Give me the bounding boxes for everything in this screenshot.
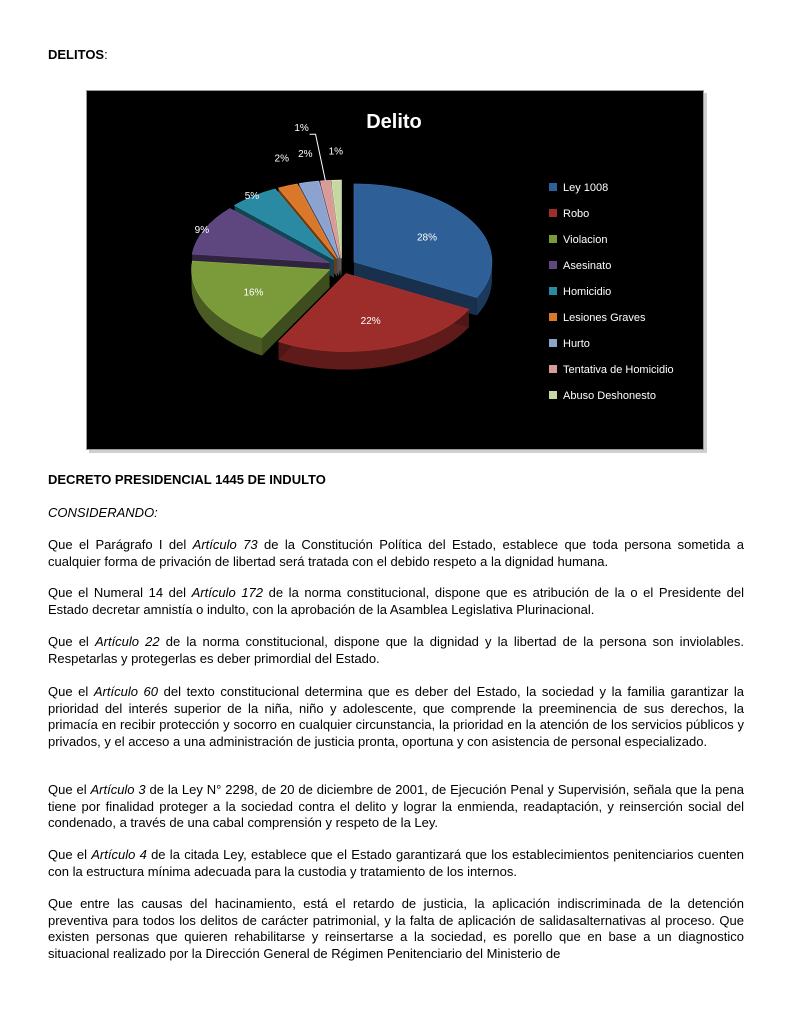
legend-swatch [549,391,557,399]
data-label-5: 5% [244,190,260,202]
paragraph-4 [48,684,744,750]
data-label-2: 22% [360,315,381,327]
data-label-8: 1% [294,123,309,135]
legend-item-3 [549,234,607,246]
chart-canvas [87,91,703,449]
paragraph-5 [48,782,744,832]
paragraph-2-article: Artículo 172 [191,585,264,600]
data-label-3: 16% [243,287,264,299]
legend-label: Hurto [563,338,590,350]
data-label-9: 1% [328,146,344,158]
heading-colon: : [104,47,108,62]
paragraph-4-text-cont: del texto constitucional determina que es deber del Estado, la sociedad y la familia garantizar la prioridad del interés superior de la niña, niño y adolescente, que comprende la preeminencia de sus derechos, la primacía en recibir protección y socorro en cualquier circunstancia, la prioridad en la atención de los servicios públicos y privados, y el acceso a una administración de justicia pronta, oportuna y con asistencia de personal especializado. [48,684,745,749]
legend-item-9 [549,390,656,402]
legend-item-2 [549,208,589,220]
legend-item-8 [549,364,674,376]
paragraph-5-text-cont: de la Ley N° 2298, de 20 de diciembre de 2001, de Ejecución Penal y Supervisión, señala que la pena tiene por finalidad proteger a la sociedad contra el delito y lograr la enmienda, readaptación, y reinserción social del condenado, a través de una cabal comprensión y respeto de la Ley. [48,782,744,830]
paragraph-2-text-cont: de la norma constitucional, dispone que es atribución de la o el Presidente del Estado decretar amnistía o indulto, con la aprobación de la Asamblea Legislativa Plurinacional. [48,585,745,617]
legend-swatch [549,183,557,191]
legend-item-4 [549,260,611,272]
legend-swatch [549,287,557,295]
paragraph-4-text: Que el [48,684,94,699]
paragraph-7-text: Que entre las causas del hacinamiento, está el retardo de justicia, la aplicación indiscriminada de la detención preventiva para todos los delitos de carácter patrimonial, y la falta de aplicación de salidasalternativas al proceso. Que existen personas que quieren rehabilitarse y reinsertarse a la sociedad, es porello que en base a un diagnostico situacional realizado por la Dirección General de Régimen Penitenciario del Ministerio de [48,896,744,961]
data-label-7: 2% [298,149,313,161]
legend-swatch [549,313,557,321]
paragraph-1 [48,537,744,570]
legend-item-1 [549,182,608,194]
decree-heading: DECRETO PRESIDENCIAL 1445 DE INDULTO [48,472,326,487]
paragraph-6-text-cont: de la citada Ley, establece que el Estado garantizará que los establecimientos penitenciarios cuenten con la estructura mínima adecuada para la custodia y tratamiento de los internos. [48,847,744,879]
paragraph-6 [48,847,744,880]
legend-label: Abuso Deshonesto [563,390,656,402]
legend-item-7 [549,338,590,350]
paragraph-3-text: Que el [48,634,95,649]
legend-label: Asesinato [563,260,612,272]
data-label-4: 9% [194,224,210,236]
pie-slices [192,180,492,369]
legend-label: Ley 1008 [563,182,609,194]
legend-label: Violacion [563,234,608,246]
chart-legend [549,182,674,402]
paragraph-2-text: Que el Numeral 14 del [48,585,192,600]
paragraph-1-text: Que el Parágrafo I del [48,537,193,552]
legend-label: Lesiones Graves [563,312,646,324]
paragraph-3-article: Artículo 22 [94,634,160,649]
legend-label: Robo [563,208,590,220]
legend-swatch [549,209,557,217]
legend-swatch [549,339,557,347]
legend-swatch [549,261,557,269]
paragraph-6-text: Que el [48,847,92,862]
considerando-heading: CONSIDERANDO: [48,505,158,520]
data-label-6: 2% [274,153,290,165]
paragraph-5-text: Que el [48,782,91,797]
paragraph-7 [48,896,744,962]
paragraph-4-article: Artículo 60 [93,684,159,699]
legend-item-6 [549,312,646,324]
legend-swatch [549,235,557,243]
paragraph-5-article: Artículo 3 [90,782,146,797]
chart-title: Delito [366,111,422,133]
legend-item-5 [549,286,611,298]
paragraph-2 [48,585,744,618]
paragraph-1-article: Artículo 73 [192,537,258,552]
legend-label: Homicidio [563,286,612,298]
paragraph-3 [48,634,744,667]
paragraph-6-article: Artículo 4 [91,847,147,862]
paragraph-1-text-cont: de la Constitución Política del Estado, establece que toda persona sometida a cualquier forma de privación de libertad será tratada con el debido respeto a la dignidad humana. [48,537,744,569]
paragraph-3-text-cont: de la norma constitucional, dispone que la dignidad y la libertad de la persona son inviolables. Respetarlas y protegerlas es deber primordial del Estado. [48,634,744,666]
heading-text: DELITOS [48,47,105,62]
legend-label: Tentativa de Homicidio [563,364,674,376]
delito-pie-chart [86,90,704,450]
data-label-1: 28% [416,232,437,244]
legend-swatch [549,365,557,373]
section-heading-delitos [48,47,108,62]
